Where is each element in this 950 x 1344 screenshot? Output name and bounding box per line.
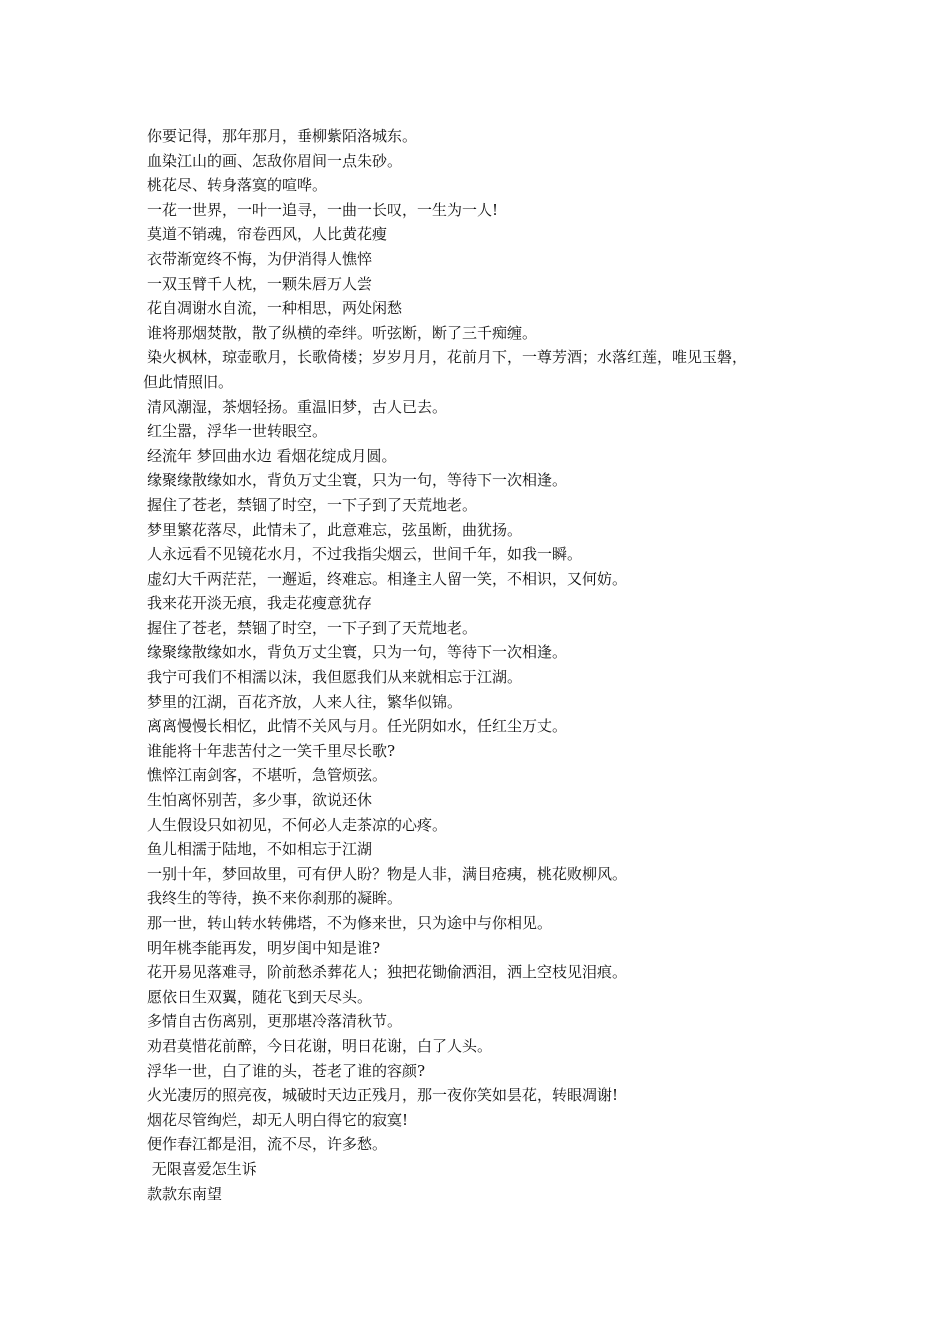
text-line: 缘聚缘散缘如水，背负万丈尘寰，只为一句，等待下一次相逢。 xyxy=(147,471,568,490)
text-line: 一双玉臂千人枕，一颗朱唇万人尝 xyxy=(147,274,373,293)
text-line: 握住了苍老，禁锢了时空，一下子到了天荒地老。 xyxy=(147,495,478,514)
text-line: 桃花尽、转身落寞的喧哗。 xyxy=(147,176,328,195)
text-line: 烟花尽管绚烂，却无人明白得它的寂寞! xyxy=(147,1110,409,1129)
text-line: 我终生的等待，换不来你刹那的凝眸。 xyxy=(147,889,403,908)
poem-text-block xyxy=(143,124,827,1206)
text-line: 虚幻大千两茫茫，一邂逅，终难忘。相逢主人留一笑，不相识，又何妨。 xyxy=(147,569,628,588)
text-line: 那一世，转山转水转佛塔，不为修来世，只为途中与你相见。 xyxy=(147,914,553,932)
text-line: 梦里繁花落尽，此情未了，此意难忘，弦虽断，曲犹扬。 xyxy=(147,520,523,539)
text-line: 清风潮湿，茶烟轻扬。重温旧梦，古人已去。 xyxy=(147,397,448,416)
text-line-continuation: 但此情照旧。 xyxy=(143,372,234,391)
text-line: 梦里的江湖，百花齐放，人来人往，繁华似锦。 xyxy=(147,692,463,711)
text-line: 生怕离怀别苦，多少事，欲说还休 xyxy=(147,791,373,810)
text-line: 愿依日生双翼，随花飞到天尽头。 xyxy=(147,987,373,1006)
text-line: 火光凄厉的照亮夜，城破时天边正残月，那一夜你笑如昙花，转眼凋谢! xyxy=(147,1086,619,1105)
text-line: 花开易见落难寻，阶前愁杀葬花人；独把花锄偷洒泪，洒上空枝见泪痕。 xyxy=(147,963,628,982)
text-line: 款款东南望 xyxy=(147,1184,223,1203)
text-line: 握住了苍老，禁锢了时空，一下子到了天荒地老。 xyxy=(147,618,478,637)
text-line: 人生假设只如初见，不何必人走茶凉的心疼。 xyxy=(147,815,448,834)
text-line: 谁将那烟焚散，散了纵横的牵绊。听弦断，断了三千痴缠。 xyxy=(147,323,538,342)
text-line: 我来花开淡无痕，我走花瘦意犹存 xyxy=(147,594,373,613)
text-line: 谁能将十年悲苦付之一笑千里尽长歌? xyxy=(147,741,396,760)
text-line: 衣带渐宽终不悔，为伊消得人憔悴 xyxy=(147,249,373,268)
text-line: 憔悴江南剑客，不堪听，急管烦弦。 xyxy=(147,766,388,785)
text-line: 花自凋谢水自流，一种相思，两处闲愁 xyxy=(147,299,403,318)
text-line: 无限喜爱怎生诉 xyxy=(147,1159,257,1178)
text-line: 你要记得，那年那月，垂柳紫陌洛城东。 xyxy=(147,127,418,145)
text-line: 红尘嚣，浮华一世转眼空。 xyxy=(147,422,328,441)
text-line: 人永远看不见镜花水月，不过我指尖烟云，世间千年，如我一瞬。 xyxy=(147,545,583,564)
text-line: 离离慢慢长相忆，此情不关风与月。任光阴如水，任红尘万丈。 xyxy=(147,717,568,736)
text-line: 劝君莫惜花前醉，今日花谢，明日花谢，白了人头。 xyxy=(147,1036,493,1055)
text-line: 多情自古伤离别，更那堪冷落清秋节。 xyxy=(147,1012,403,1031)
text-line: 缘聚缘散缘如水，背负万丈尘寰，只为一句，等待下一次相逢。 xyxy=(147,643,568,662)
text-line: 鱼儿相濡于陆地，不如相忘于江湖 xyxy=(147,840,373,859)
text-line: 莫道不销魂，帘卷西风，人比黄花瘦 xyxy=(147,225,388,244)
text-line: 一花一世界，一叶一追寻，一曲一长叹，一生为一人! xyxy=(147,200,499,219)
text-line: 浮华一世，白了谁的头，苍老了谁的容颜? xyxy=(147,1061,426,1080)
text-line: 染火枫林，琼壶歌月，长歌倚楼；岁岁月月，花前月下，一尊芳酒；水落红莲，唯见玉磐， xyxy=(147,348,748,367)
text-line: 一别十年，梦回故里，可有伊人盼？物是人非，满目疮痍，桃花败柳风。 xyxy=(147,864,628,883)
text-line: 我宁可我们不相濡以沫，我但愿我们从来就相忘于江湖。 xyxy=(147,668,523,687)
text-line: 明年桃李能再发，明岁闺中知是谁? xyxy=(147,938,381,957)
text-line: 血染江山的画、怎敌你眉间一点朱砂。 xyxy=(147,151,403,170)
text-line: 便作春江都是泪，流不尽，许多愁。 xyxy=(147,1135,388,1154)
text-line: 经流年 梦回曲水边 看烟花绽成月圆。 xyxy=(147,446,397,465)
